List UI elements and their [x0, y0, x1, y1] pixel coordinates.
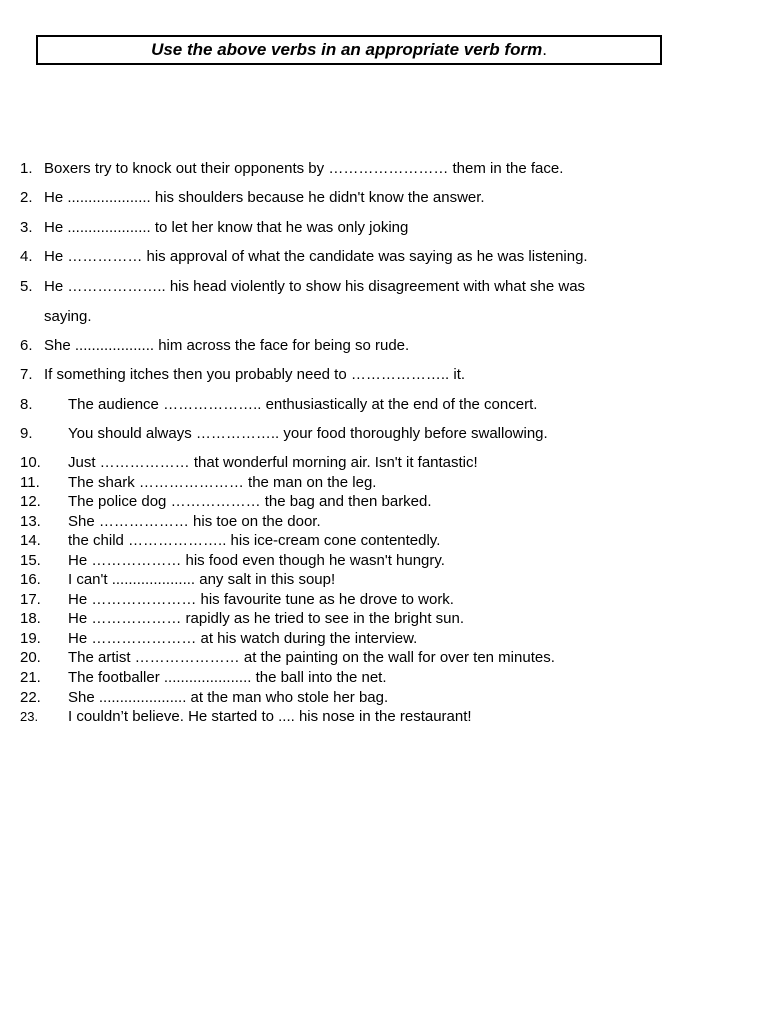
- item-number: 21.: [20, 669, 41, 686]
- item-text: She ……………… his toe on the door.: [68, 513, 321, 530]
- item-text: The footballer ..................... the ball into the net.: [68, 669, 387, 686]
- item-number: 20.: [20, 649, 41, 666]
- item-text: He ………………… at his watch during the interview.: [68, 630, 418, 647]
- item-number: 9.: [20, 425, 33, 442]
- item-text: He .................... to let her know that he was only joking: [44, 219, 409, 236]
- title-box: [36, 35, 662, 65]
- item-text: I couldn’t believe. He started to .... his nose in the restaurant!: [68, 708, 472, 725]
- item-text: You should always …………….. your food thoroughly before swallowing.: [68, 425, 548, 442]
- item-number: 17.: [20, 591, 41, 608]
- item-text: He .................... his shoulders because he didn't know the answer.: [44, 189, 485, 206]
- item-number: 18.: [20, 610, 41, 627]
- item-number: 2.: [20, 189, 33, 206]
- item-text: He ……………….. his head violently to show his disagreement with what she was: [44, 278, 586, 295]
- item-number: 4.: [20, 248, 33, 265]
- item-text: He ……………… rapidly as he tried to see in the bright sun.: [68, 610, 465, 627]
- item-number: 22.: [20, 689, 41, 706]
- item-number: 19.: [20, 630, 41, 647]
- item-number: 15.: [20, 552, 41, 569]
- item-number: 23.: [20, 709, 39, 724]
- item-text: He ……………… his food even though he wasn't hungry.: [68, 552, 445, 569]
- item-number: 8.: [20, 396, 33, 413]
- item-text: The audience ……………….. enthusiastically at the end of the concert.: [68, 396, 538, 413]
- page-title: [151, 40, 547, 60]
- item-number: 12.: [20, 493, 41, 510]
- item-number: 11.: [20, 474, 40, 491]
- item-number: 3.: [20, 219, 33, 236]
- item-text: The artist ………………… at the painting on the wall for over ten minutes.: [68, 649, 555, 666]
- item-number: 1.: [20, 160, 33, 177]
- item-text: I can't .................... any salt in this soup!: [68, 571, 336, 588]
- item-number: 13.: [20, 513, 41, 530]
- item-number: 10.: [20, 454, 41, 471]
- item-text: She ................... him across the face for being so rude.: [44, 337, 410, 354]
- item-text: He ………………… his favourite tune as he drove to work.: [68, 591, 454, 608]
- item-text: Boxers try to knock out their opponents by …………………… them in the face.: [44, 160, 564, 177]
- item-text: She ..................... at the man who stole her bag.: [68, 689, 389, 706]
- item-text: The police dog ……………… the bag and then barked.: [68, 493, 432, 510]
- item-number: 5.: [20, 278, 33, 295]
- item-text: If something itches then you probably need to ……………….. it.: [44, 366, 466, 383]
- title-text: Use the above verbs in an appropriate verb form: [151, 40, 543, 59]
- title-period: .: [542, 40, 547, 59]
- item-number: 7.: [20, 366, 33, 383]
- item-text: The shark ………………… the man on the leg.: [68, 474, 377, 491]
- item-number: 14.: [20, 532, 41, 549]
- item-text-continuation: saying.: [44, 308, 92, 325]
- item-text: He …………… his approval of what the candidate was saying as he was listening.: [44, 248, 588, 265]
- item-number: 16.: [20, 571, 41, 588]
- item-number: 6.: [20, 337, 33, 354]
- item-text: the child ……………….. his ice-cream cone contentedly.: [68, 532, 441, 549]
- item-text: Just ……………… that wonderful morning air. Isn't it fantastic!: [68, 454, 478, 471]
